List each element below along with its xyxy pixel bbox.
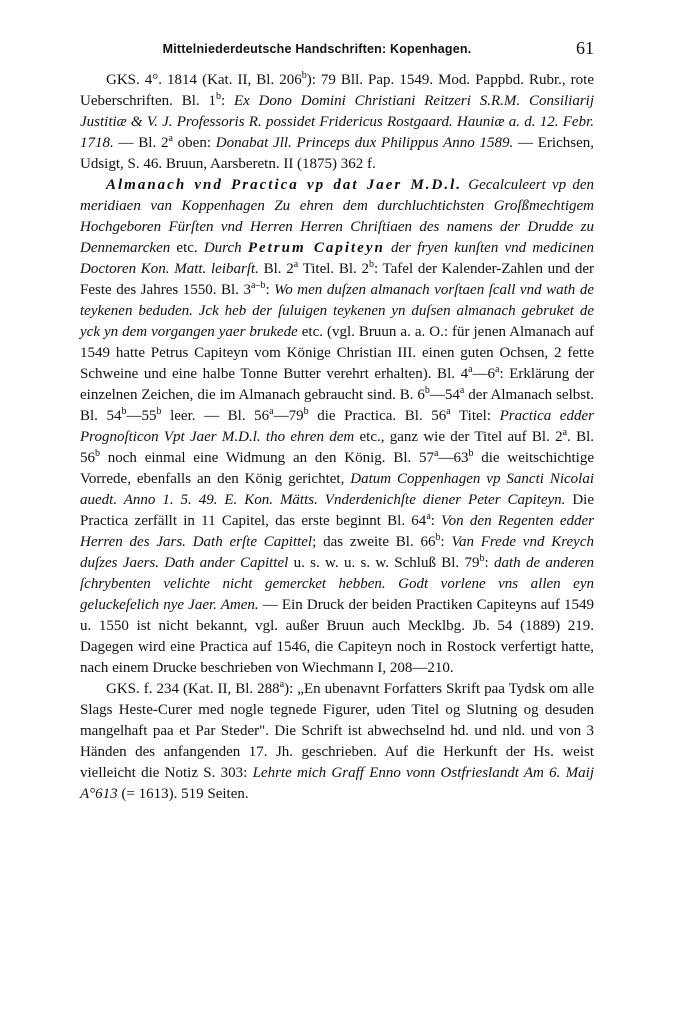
entry-text: : Erklärung der einzelnen Zeichen, die im Almanach gebraucht sind. B. 6 [80, 366, 594, 403]
folio-sup: b [479, 553, 485, 564]
folio-sup: b [121, 406, 127, 417]
folio-sup: b [301, 70, 307, 81]
entry-gks-1814 [80, 70, 594, 175]
entry-text: —79 [273, 408, 304, 424]
quote-wo-men: Wo men duſzen almanach vorſtaen ſcall vnd wath de teykenen beduden. Jck heb der ſuluigen teykenen yn duſsen almanach gebruket de yck yn dem vorgangen yaer brukede [80, 282, 594, 340]
entry-text: etc. (vgl. Bruun a. a. O.: für jenen Almanach auf 1549 hatte Petrus Capiteyn vom Könige Christian III. einen guten Ochsen, 2 fette Schweine und eine halbe Tonne Butter verehrt erhalten). Bl. 4 [80, 324, 594, 382]
folio-sup: a [434, 448, 439, 459]
folio-sup: b [215, 91, 221, 102]
title-text: der fryen kunſten vnd medicinen Doctoren Kon. Matt. leibarſt. [80, 240, 595, 277]
entry-text: : [265, 282, 275, 298]
folio-sup: a [269, 406, 274, 417]
shelfmark: GKS. 4°. 1814 (Kat. II, Bl. 206 [106, 72, 302, 88]
author-name: Petrum Capiteyn [247, 240, 385, 256]
entry-text: ; das zweite Bl. 66 [312, 534, 436, 550]
entry-text: (= 1613). 519 Seiten. [117, 786, 249, 802]
entry-almanach [80, 175, 594, 679]
entry-text: u. s. w. u. s. w. Schluß Bl. 79 [288, 555, 480, 571]
folio-sup: a [468, 364, 473, 375]
title-text: Gecalculeert vp den meridiaen van Koppenhagen Zu ehren dem durchluchtichsten Groſßmechtigem Hochgeboren Fürſten vnd Herren Herren Chriſtiaen des namens der Drudde zu Dennemarcken [80, 177, 594, 256]
almanach-title: Almanach vnd Practica vp dat Jaer M.D.l. [106, 177, 463, 193]
entry-text: Die Practica zerfällt in 11 Capitel, das erste beginnt Bl. 64 [80, 492, 594, 529]
quote-von-den: Von den Regenten edder Herren des Jars. Dath erſte Capittel [80, 513, 594, 550]
folio-sup: a [293, 259, 299, 270]
folio-sup: b [156, 406, 162, 417]
entry-text: die Practica. Bl. 56 [308, 408, 447, 424]
entry-text: —6 [472, 366, 496, 382]
entry-text: leer. — Bl. 56 [161, 408, 270, 424]
entry-text: oben: [172, 135, 216, 151]
entry-text: —54 [429, 387, 460, 403]
entry-text: : [430, 513, 442, 529]
folio-sup: b [468, 448, 474, 459]
entry-text: : [220, 93, 234, 109]
entry-text: der Almanach selbst. Bl. 54 [80, 387, 594, 424]
entry-text: die weitschichtige Vorrede, ebenfalls an den König gerichtet, [80, 450, 594, 487]
folio-sup: a [495, 364, 500, 375]
entry-text: etc., ganz wie der Titel auf Bl. 2 [354, 429, 563, 445]
title-text: Durch [203, 240, 248, 256]
folio-sup: b [435, 532, 441, 543]
entry-text: — Ein Druck der beiden Practiken Capiteyns auf 1549 u. 1550 ist nicht bekannt, vgl. außer Bruun auch Mecklbg. Jb. 54 (1889) 219. Dagegen wird eine Practica auf 1546, die Capiteyn noch in Rostock verfertigt hatte, nach einem Drucke beschrieben von Wiechmann I, 208—210. [80, 597, 594, 676]
page-number: 61 [576, 38, 594, 58]
page [80, 38, 594, 805]
quote-lehrte: Lehrte mich Graff Enno vonn Ostfrieslandt Am 6. Maij A°613 [80, 765, 594, 802]
folio-sup: b [424, 385, 430, 396]
entry-text: Titel: [450, 408, 500, 424]
entry-text: —55 [126, 408, 157, 424]
folio-sup: a [279, 679, 285, 690]
quote-dath-de: dath de anderen ſchrybenten velichte nicht gemercket hebben. Godt vorlene vns allen eyn geluckeſelich nye Jaer. Amen. [80, 555, 595, 613]
entry-text: ): 79 Bll. Pap. 1549. Mod. Pappbd. Rubr., rote Ueberschriften. Bl. 1 [80, 72, 594, 109]
entry-text: — Erichsen, Udsigt, S. 46. Bruun, Aarsberetn. II (1875) 362 f. [80, 135, 594, 172]
folio-sup: b [368, 259, 374, 270]
running-head [80, 38, 594, 64]
entry-text: Titel. Bl. 2 [298, 261, 369, 277]
entry-text: etc. [170, 240, 204, 256]
donabat-inscription: Donabat Jll. Princeps dux Philippus Anno 1589. [215, 135, 514, 151]
folio-sup: a [426, 511, 431, 522]
folio-sup: a [446, 406, 451, 417]
quote-datum: Datum Coppenhagen vp Sancti Nicolai auedt. Anno 1. 5. 49. E. Kon. Mätts. Vnderdenichſte diener Peter Capiteyn. [80, 471, 595, 508]
shelfmark: GKS. f. 234 (Kat. II, Bl. 288 [106, 681, 280, 697]
ex-dono-inscription: Ex Dono Domini Christiani Reitzeri S.R.M. Consiliarij Justitiæ & V. J. Professoris R. possidet Fridericus Rostgaard. Hauniæ a. d. 12. Febr. 1718. [80, 93, 594, 151]
folio-sup: a [562, 427, 568, 438]
folio-sup: a [168, 133, 173, 144]
entry-text: noch einmal eine Widmung an den König. Bl. 57 [100, 450, 435, 466]
quote-practica: Practica edder Prognoſticon Vpt Jaer M.D.l. tho ehren dem [80, 408, 594, 445]
entry-text: —63 [438, 450, 469, 466]
entry-text: ): „En ubenavnt Forfatters Skrift paa Tydsk om alle Slags Heste-Curer med nogle tegnede Figurer, uden Titel og Slutning og desuden mangelhaft paa et Par Steder". Die Schrift ist abwechselnd hd. und nld. und von 3 Händen des anfangenden 17. Jh. geschrieben. Auf die Herkunft der Hs. weist vielleicht die Notiz S. 303: [80, 681, 594, 781]
entry-text: : [484, 555, 494, 571]
entry-text: . Bl. 56 [80, 429, 594, 466]
entry-text: : Tafel der Kalender-Zahlen und der Feste des Jahres 1550. Bl. 3 [80, 261, 594, 298]
entry-text: — Bl. 2 [113, 135, 169, 151]
entry-text: : [440, 534, 452, 550]
running-head-title: Mittelniederdeutsche Handschriften: Kopenhagen. [162, 42, 472, 56]
folio-sup: a [459, 385, 465, 396]
quote-van-frede: Van Frede vnd Kreych duſzes Jaers. Dath ander Capittel [80, 534, 594, 571]
folio-sup: b [303, 406, 309, 417]
folio-sup: a–b [250, 280, 266, 291]
folio-sup: b [95, 448, 100, 459]
entry-gks-234 [80, 679, 594, 805]
entry-text: Bl. 2 [258, 261, 294, 277]
